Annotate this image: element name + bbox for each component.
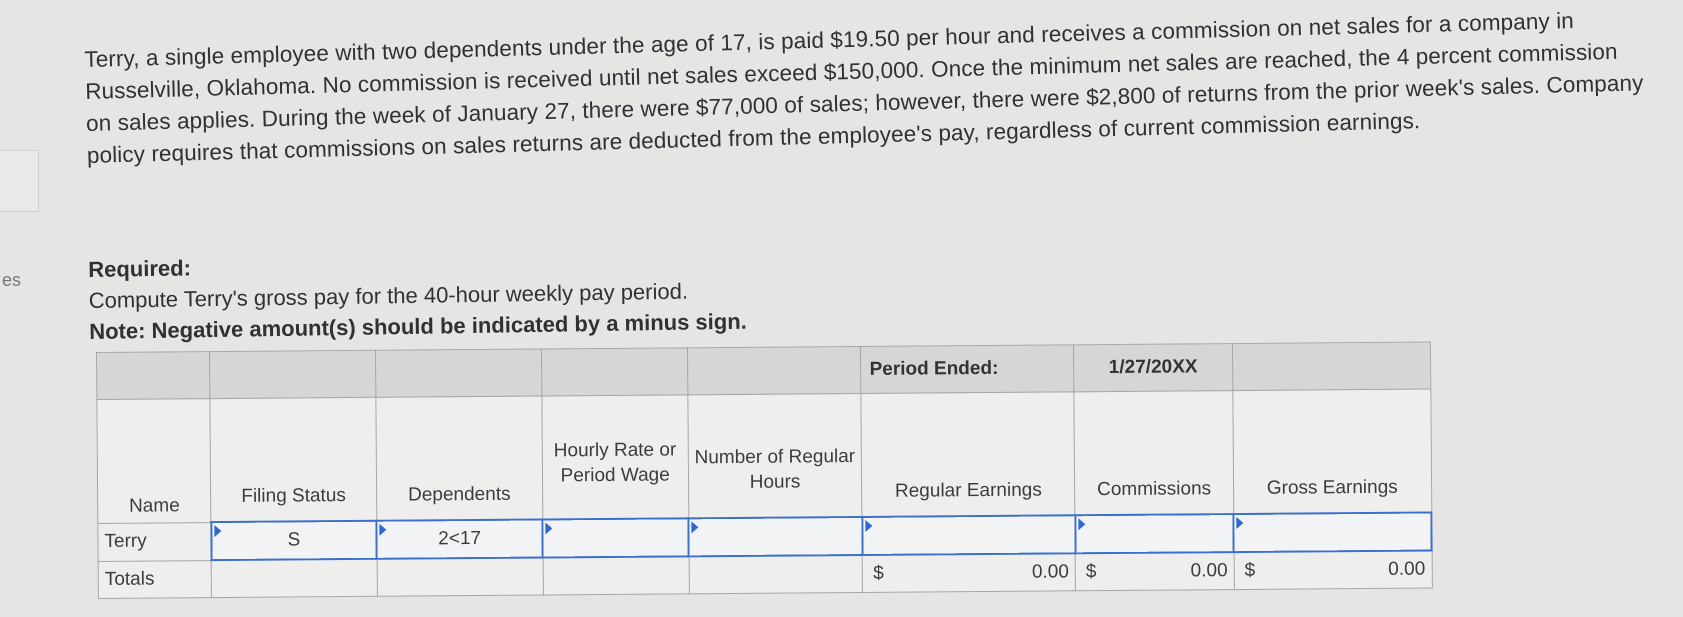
blank-cell — [211, 559, 376, 598]
regular-hours-input[interactable] — [688, 517, 862, 556]
required-text: Compute Terry's gross pay for the 40-hour weekly pay period. — [88, 278, 689, 313]
problem-statement: Terry, a single employee with two dependents under the age of 17, is paid $19.50 per hour and receives a commission on net sales for a company in Russelville, Oklahoma. No commission is received until net sales exceed $150,000. Once the minimum net sales are reached, the 4 percent commission on sales applies. During the week of January 27, there were $77,000 of sales; however, there were $2,800 of returns from the prior week's sales. Company policy requires that commissions on sales returns are deducted from the employee's pay, regardless of current commission earnings. — [84, 7, 1644, 168]
header-filing-status: Filing Status — [210, 397, 376, 522]
header-regular-earnings: Regular Earnings — [861, 392, 1075, 517]
blank-cell — [377, 557, 544, 596]
regular-earnings-input[interactable] — [862, 515, 1075, 555]
total-regular-earnings — [863, 553, 1076, 592]
total-regular-earnings-value: 0.00 — [1031, 561, 1069, 583]
commissions-input[interactable] — [1075, 514, 1234, 553]
header-dependents: Dependents — [375, 396, 542, 521]
header-commissions: Commissions — [1074, 391, 1234, 516]
total-commissions-value: 0.00 — [1190, 560, 1228, 582]
period-ended-label: Period Ended: — [861, 345, 1074, 394]
blank-cell — [541, 348, 687, 396]
currency-symbol: $ — [1085, 561, 1097, 583]
total-gross-earnings-value: 0.00 — [1388, 558, 1426, 580]
header-gross-earnings: Gross Earnings — [1233, 389, 1432, 514]
header-hourly-rate: Hourly Rate or Period Wage — [542, 395, 689, 520]
currency-symbol: $ — [873, 562, 884, 584]
total-gross-earnings — [1234, 551, 1432, 590]
filing-status-input[interactable]: S — [211, 521, 376, 560]
side-label: es — [2, 270, 22, 290]
required-heading: Required: — [88, 255, 192, 282]
period-ended-date: 1/27/20XX — [1074, 344, 1233, 392]
total-commissions — [1075, 552, 1234, 591]
blank-cell — [97, 352, 211, 400]
blank-cell — [689, 555, 863, 594]
gross-earnings-input[interactable] — [1234, 513, 1432, 553]
blank-cell — [210, 350, 376, 398]
currency-symbol: $ — [1244, 559, 1256, 581]
dependents-input[interactable]: 2<17 — [376, 519, 543, 558]
header-regular-hours: Number of Regular Hours — [687, 393, 862, 518]
blank-cell — [543, 556, 689, 595]
column-header-row — [97, 389, 1431, 523]
blank-cell — [375, 349, 542, 397]
hourly-rate-input[interactable] — [543, 518, 689, 557]
totals-label: Totals — [98, 560, 212, 598]
required-section — [88, 244, 747, 347]
blank-cell — [687, 346, 861, 394]
side-panel-tab[interactable] — [0, 150, 39, 212]
required-note: Note: Negative amount(s) should be indicated by a minus sign. — [89, 308, 747, 344]
blank-cell — [1232, 342, 1430, 391]
payroll-table — [96, 342, 1433, 599]
row-name: Terry — [98, 522, 212, 561]
header-name: Name — [97, 399, 211, 523]
